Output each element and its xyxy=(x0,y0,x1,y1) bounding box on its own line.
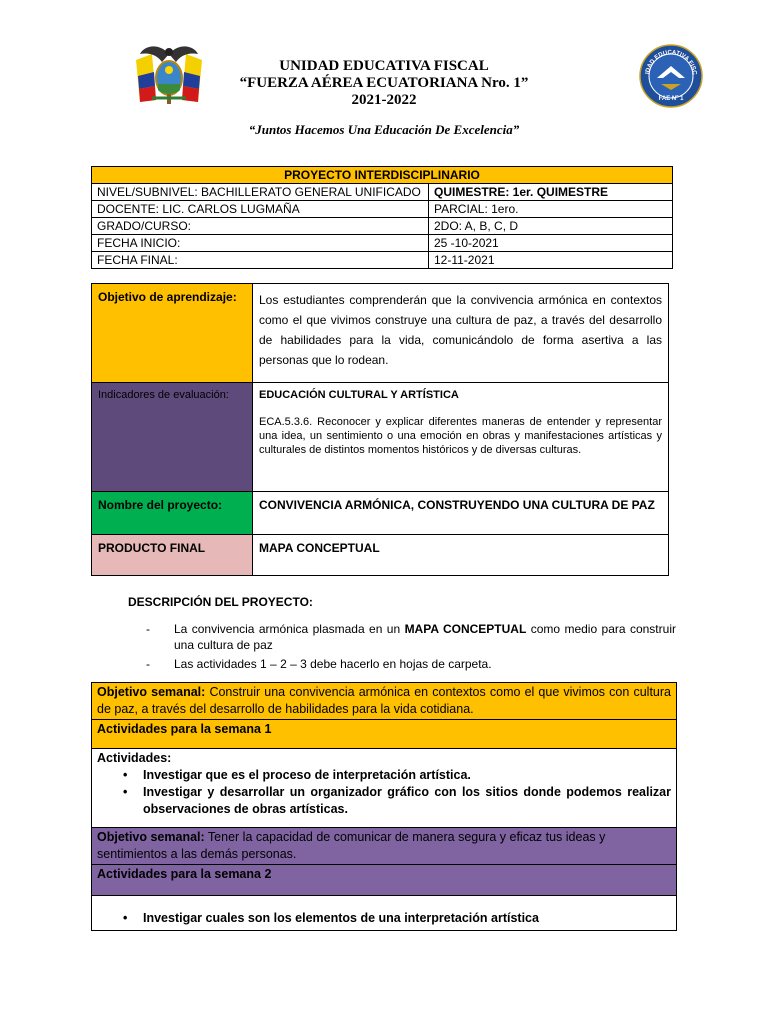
info-cell-right: PARCIAL: 1ero. xyxy=(429,201,673,218)
table-row xyxy=(92,218,673,235)
table-row xyxy=(92,896,677,931)
week1-activities xyxy=(92,749,677,828)
info-cell-right: QUIMESTRE: 1er. QUIMESTRE xyxy=(429,184,673,201)
indicators-heading: EDUCACIÓN CULTURAL Y ARTÍSTICA xyxy=(259,389,459,401)
objectives-table xyxy=(91,283,669,576)
learning-objective-label: Objetivo de aprendizaje: xyxy=(92,284,253,383)
school-subtitle: “FUERZA AÉREA ECUATORIANA Nro. 1” xyxy=(239,75,529,91)
final-product-text: MAPA CONCEPTUAL xyxy=(253,535,669,576)
info-cell-left: GRADO/CURSO: xyxy=(92,218,429,235)
info-cell-right: 2DO: A, B, C, D xyxy=(429,218,673,235)
table-row xyxy=(92,828,677,865)
indicators-cell xyxy=(253,383,669,492)
week1-objective xyxy=(92,683,677,720)
final-product-label: PRODUCTO FINAL xyxy=(92,535,253,576)
week2-activities xyxy=(92,896,677,931)
table-row xyxy=(92,535,669,576)
week1-activities-label: Actividades: xyxy=(97,751,172,765)
week2-objective xyxy=(92,828,677,865)
table-row xyxy=(92,252,673,269)
info-cell-left: DOCENTE: LIC. CARLOS LUGMAÑA xyxy=(92,201,429,218)
week1-objective-text: Construir una convivencia armónica en contextos como el que vivimos con cultura de paz, a través del desarrollo de habilidades para la vida cotidiana. xyxy=(97,685,671,716)
list-item: - Las actividades 1 – 2 – 3 debe hacerlo en hojas de carpeta. xyxy=(146,657,492,671)
week2-objective-label: Objetivo semanal: xyxy=(97,830,205,844)
school-name: UNIDAD EDUCATIVA FISCAL xyxy=(279,58,489,74)
description-list xyxy=(146,621,676,675)
badge-arc-text: IDAD EDUCATIVA FISC xyxy=(645,49,698,76)
indicators-label: Indicadores de evaluación: xyxy=(92,383,253,492)
week2-title: Actividades para la semana 2 xyxy=(92,865,677,896)
project-name-label: Nombre del proyecto: xyxy=(92,492,253,535)
list-item: • Investigar cuales son los elementos de una interpretación artística xyxy=(123,911,539,925)
table-row xyxy=(92,235,673,252)
table-row xyxy=(92,683,677,720)
info-cell-left: FECHA FINAL: xyxy=(92,252,429,269)
school-year: 2021-2022 xyxy=(351,92,417,108)
week1-title: Actividades para la semana 1 xyxy=(92,720,677,749)
table-row xyxy=(92,383,669,492)
info-cell-right: 12-11-2021 xyxy=(429,252,673,269)
project-info-title: PROYECTO INTERDISCIPLINARIO xyxy=(92,167,673,184)
project-name-text: CONVIVENCIA ARMÓNICA, CONSTRUYENDO UNA CULTURA DE PAZ xyxy=(253,492,669,535)
list-item: • Investigar y desarrollar un organizador gráfico con los sitios donde podemos realizar observaciones de obras artísticas. xyxy=(123,785,671,816)
table-row xyxy=(92,284,669,383)
table-row xyxy=(92,749,677,828)
list-item: • Investigar que es el proceso de interpretación artística. xyxy=(123,768,471,782)
table-row xyxy=(92,184,673,201)
school-motto: “Juntos Hacemos Una Educación De Excelencia” xyxy=(248,122,520,137)
project-info-table xyxy=(91,166,673,269)
table-row xyxy=(92,865,677,896)
description-title: DESCRIPCIÓN DEL PROYECTO: xyxy=(128,595,313,609)
week1-objective-label: Objetivo semanal: xyxy=(97,685,206,699)
table-row xyxy=(92,720,677,749)
weekly-activities-table xyxy=(91,682,677,931)
indicators-text: ECA.5.3.6. Reconocer y explicar diferentes maneras de entender y representar una idea, un sentimiento o una emoción en obras y manifestaciones artísticas y culturales de distintos momentos históricos y de diversas culturas. xyxy=(259,416,662,456)
badge-sub-text: FAE Nº 1 xyxy=(658,96,684,102)
table-row xyxy=(92,492,669,535)
week2-objective-text: Tener la capacidad de comunicar de manera segura y eficaz tus ideas y sentimientos a las demás personas. xyxy=(97,830,606,861)
info-cell-left: FECHA INICIO: xyxy=(92,235,429,252)
info-cell-right: 25 -10-2021 xyxy=(429,235,673,252)
info-cell-left: NIVEL/SUBNIVEL: BACHILLERATO GENERAL UNIFICADO xyxy=(92,184,429,201)
list-item: - La convivencia armónica plasmada en un MAPA CONCEPTUAL como medio para construir una cultura de paz xyxy=(146,622,676,652)
table-row xyxy=(92,201,673,218)
learning-objective-text: Los estudiantes comprenderán que la convivencia armónica en contextos como el que vivimos construye una cultura de paz, a través del desarrollo de habilidades para la vida, comunicándolo de forma asertiva a las personas que lo rodean. xyxy=(253,284,669,383)
